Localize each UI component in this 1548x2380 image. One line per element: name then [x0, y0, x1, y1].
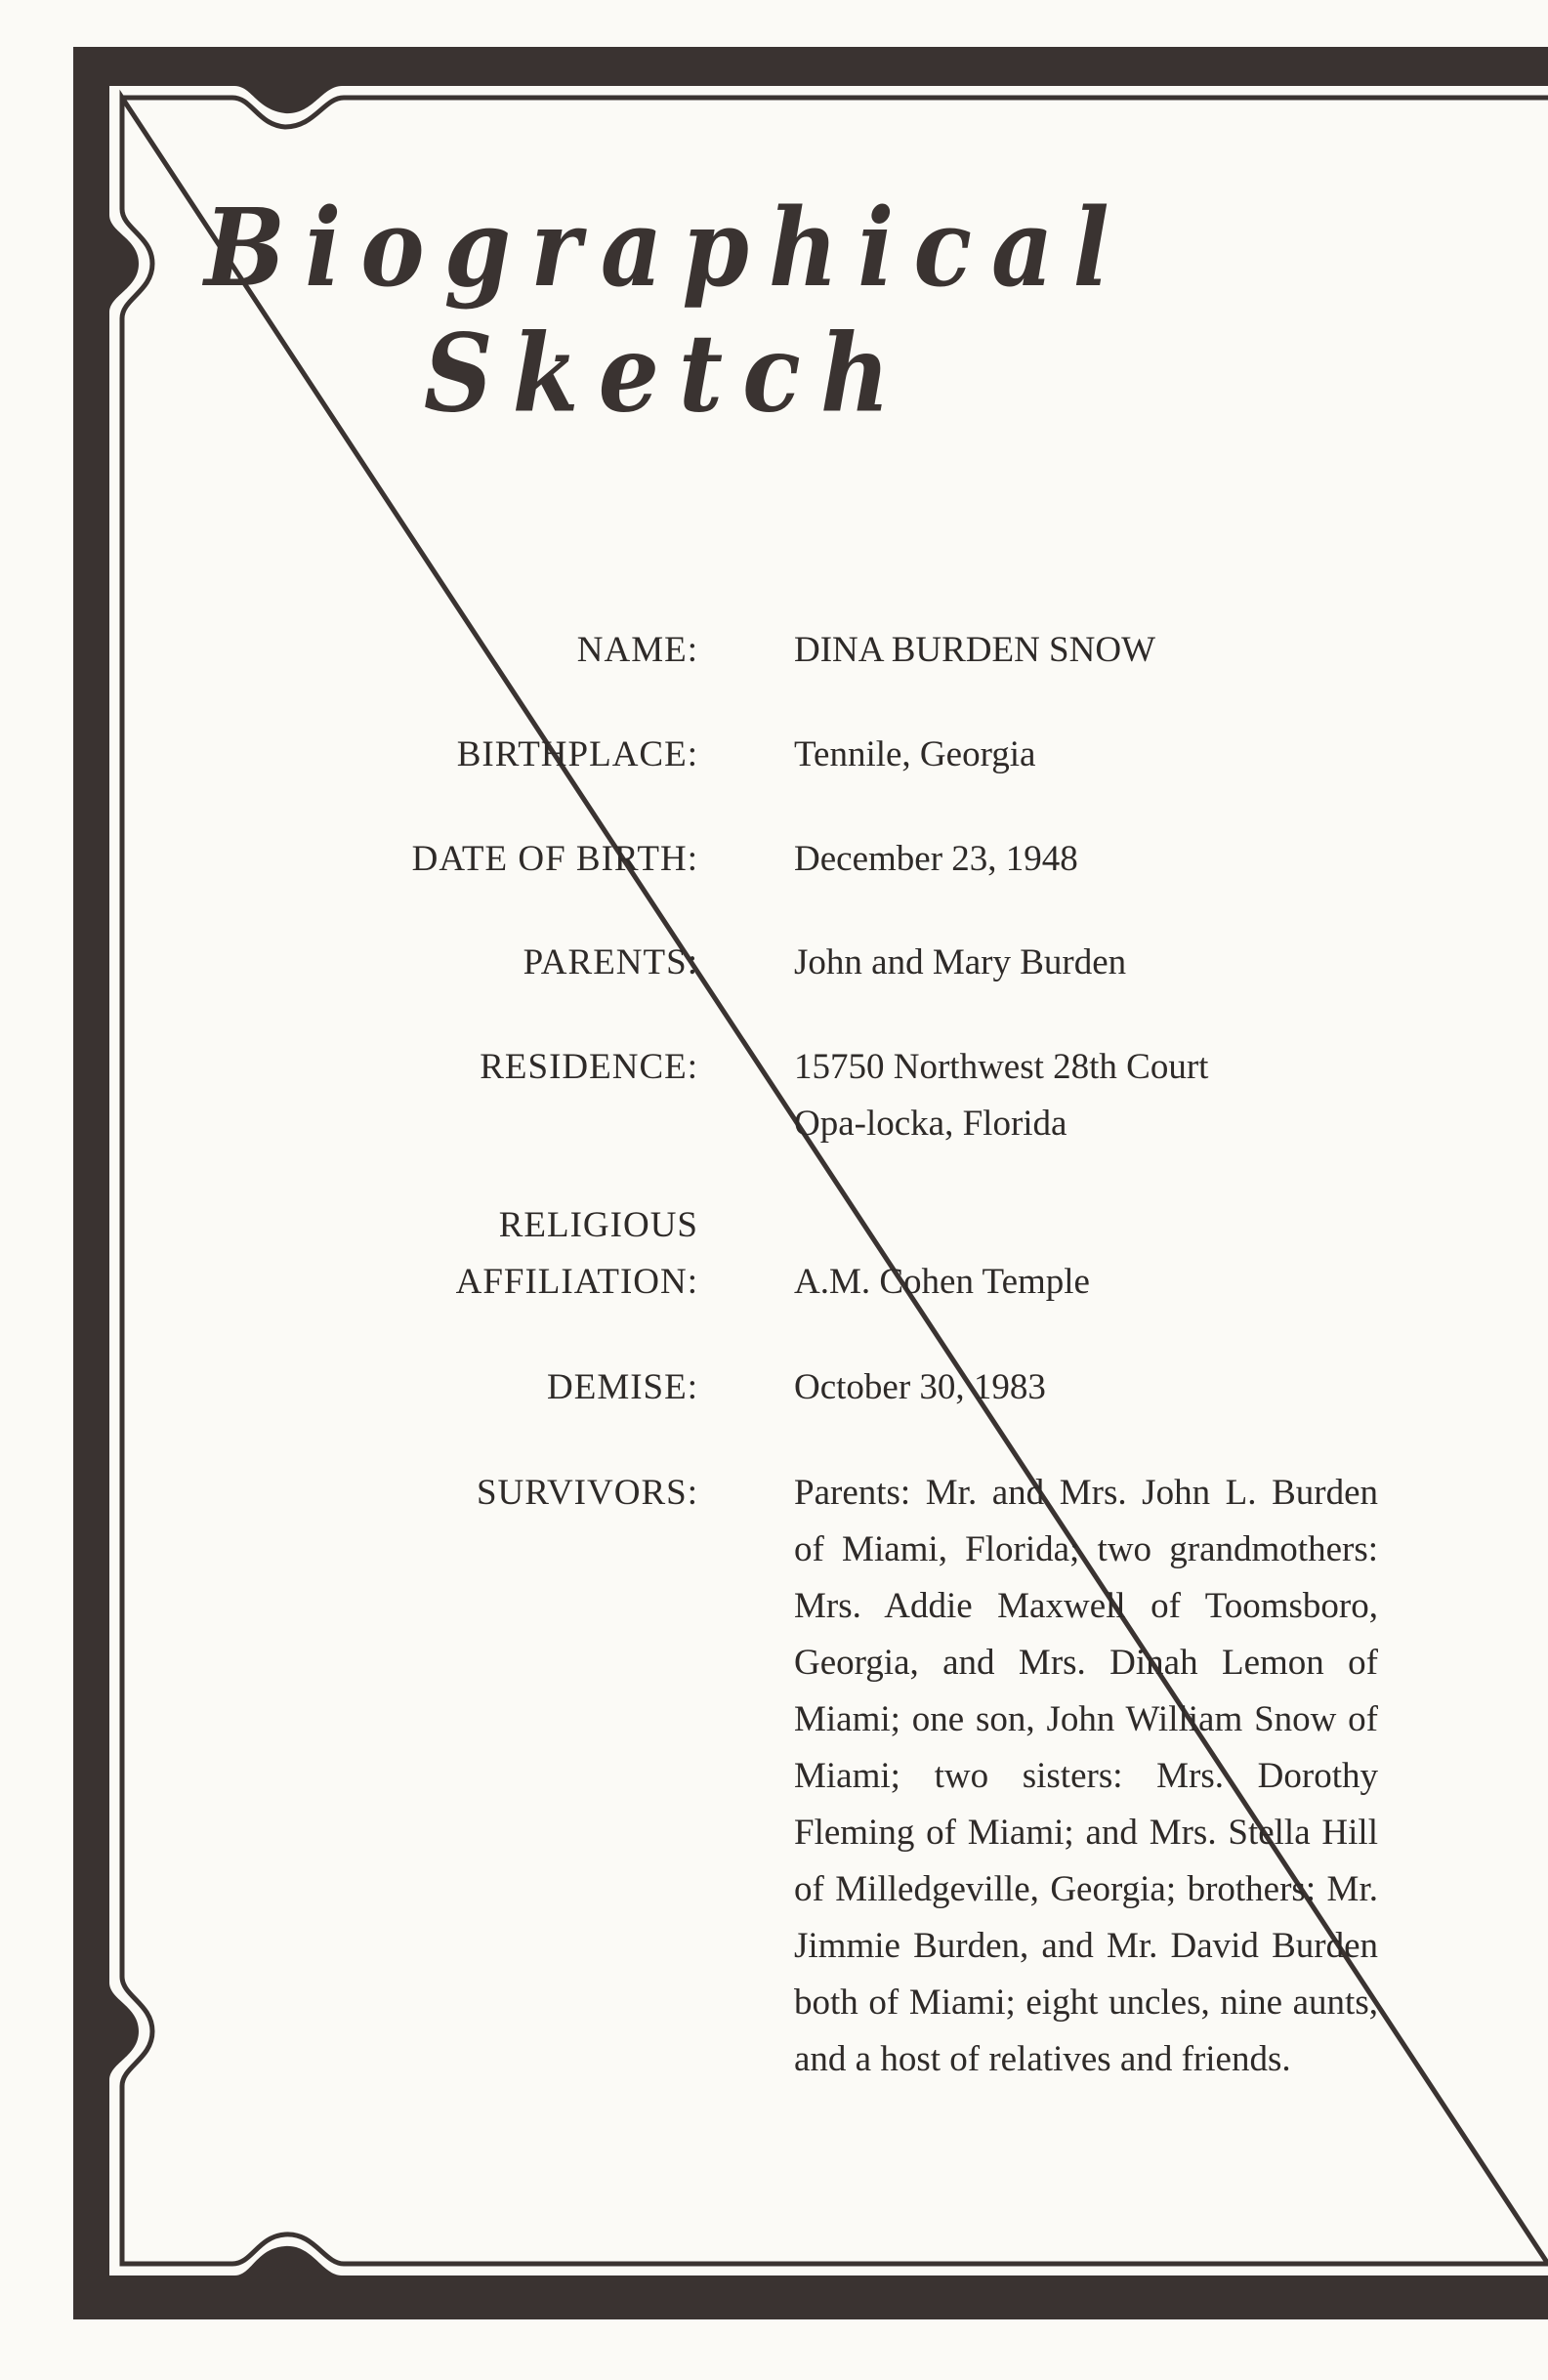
field-label: NAME: — [576, 630, 698, 670]
field-value: DINA BURDEN SNOW — [794, 630, 1155, 670]
field-label: BIRTHPLACE: — [456, 734, 698, 774]
field-value: December 23, 1948 — [794, 839, 1078, 879]
field-label-line-1: RELIGIOUS — [498, 1205, 698, 1245]
field-label-line-2: AFFILIATION: — [455, 1262, 698, 1302]
field-value-line-1: 15750 Northwest 28th Court — [794, 1047, 1209, 1087]
field-value: October 30, 1983 — [794, 1367, 1046, 1407]
field-value: A.M. Cohen Temple — [794, 1262, 1090, 1302]
page-title: Biographical Sketch — [204, 186, 1129, 438]
survivors-paragraph: Parents: Mr. and Mrs. John L. Burden of Miami, Florida; two grandmothers: Mrs. Addie Maxwell of Toomsboro, Georgia, and Mrs. Dinah Lemon of Miami; one son, John William Snow of Miami; two sisters: Mrs. Dorothy Fleming of Miami; and Mrs. Stella Hill of Milledgeville, Georgia; brothers: Mr. Jimmie Burden, and Mr. David Burden both of Miami; eight uncles, nine aunts, and a host of relatives and friends. — [794, 1473, 1378, 2079]
field-value: John and Mary Burden — [794, 942, 1127, 982]
field-label: DEMISE: — [547, 1367, 698, 1407]
field-label: SURVIVORS: — [476, 1473, 698, 1513]
field-value: Tennile, Georgia — [794, 734, 1036, 774]
field-label: DATE OF BIRTH: — [411, 839, 698, 879]
field-label: PARENTS: — [523, 942, 698, 982]
field-value-line-2: Opa-locka, Florida — [794, 1104, 1067, 1144]
field-label: RESIDENCE: — [480, 1047, 698, 1087]
